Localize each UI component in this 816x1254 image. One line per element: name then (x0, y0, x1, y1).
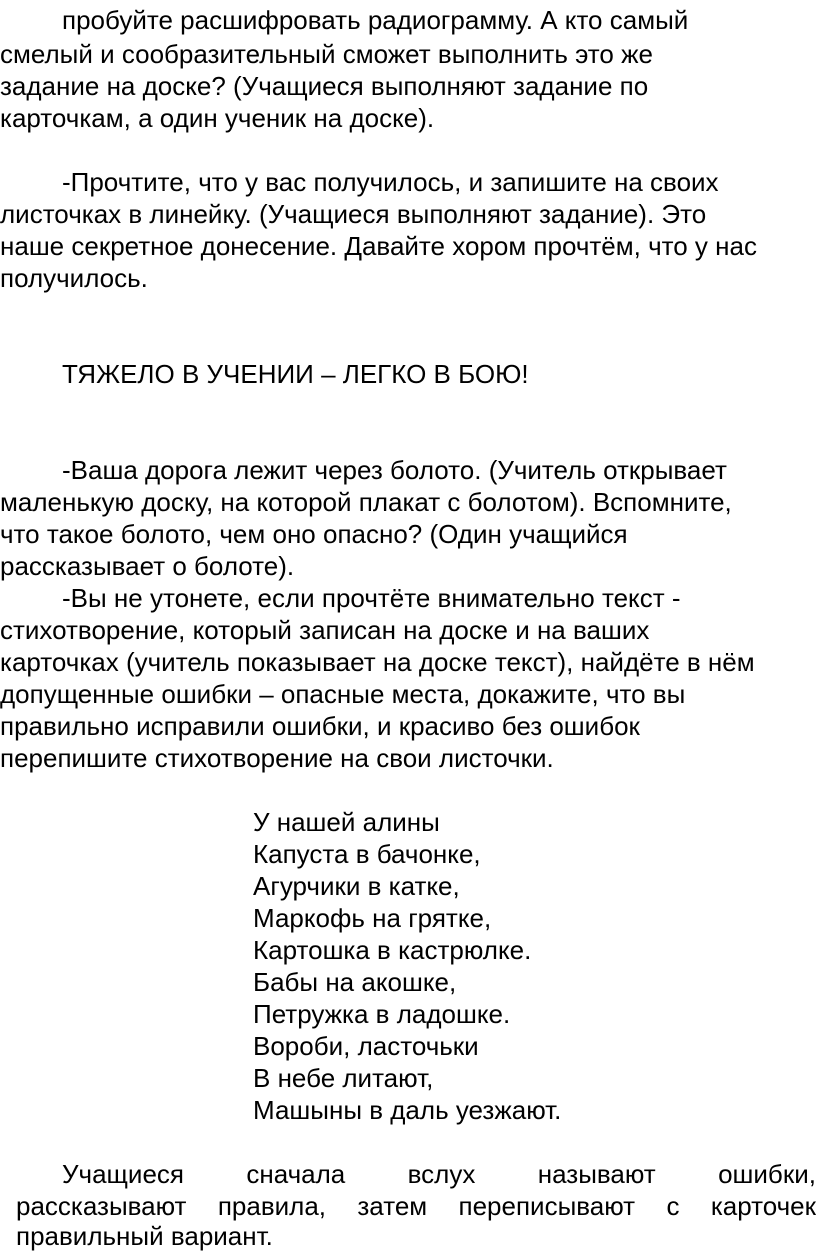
poem-line-5: Картошка в кастрюлке. (253, 935, 532, 965)
paragraph-5-word: затем (357, 1191, 428, 1221)
paragraph-5-word: переписывают (458, 1191, 636, 1221)
paragraph-3-line-3: что такое болото, чем оно опасно? (Один учащийся (0, 519, 628, 549)
poem-line-2: Капуста в бачонке, (253, 839, 481, 869)
paragraph-2-line-3: наше секретное донесение. Давайте хором прочтём, что у нас (0, 231, 757, 261)
poem-line-4: Маркофь на грятке, (253, 903, 492, 933)
paragraph-4-line-5: правильно исправили ошибки, и красиво без ошибок (0, 711, 640, 741)
poem-line-7: Петружка в ладошке. (253, 999, 511, 1029)
paragraph-4-line-6: перепишите стихотворение на свои листочки. (0, 743, 554, 773)
poem-line-8: Вороби, ласточьки (253, 1031, 479, 1061)
paragraph-5-line-1 (62, 1158, 816, 1190)
paragraph-1-line-2: смелый и сообразительный сможет выполнить это же (0, 39, 653, 69)
paragraph-2-line-1: -Прочтите, что у вас получилось, и запишите на своих (62, 167, 719, 197)
paragraph-1-line-1: пробуйте расшифровать радиограмму. А кто самый (62, 5, 689, 35)
paragraph-5-word: ошибки, (718, 1159, 816, 1189)
poem-line-3: Агурчики в катке, (253, 871, 460, 901)
paragraph-5-line-2 (16, 1190, 816, 1222)
paragraph-4-line-1: -Вы не утонете, если прочтёте внимательно текст - (62, 583, 681, 613)
paragraph-2-line-4: получилось. (0, 263, 148, 293)
paragraph-5-word: рассказывают (16, 1191, 187, 1221)
paragraph-5-word: сначала (246, 1159, 346, 1189)
poem-line-1: У нашей алины (253, 807, 440, 837)
paragraph-5-word: правила, (217, 1191, 327, 1221)
paragraph-5-word: называют (537, 1159, 656, 1189)
motto-line: ТЯЖЕЛО В УЧЕНИИ – ЛЕГКО В БОЮ! (62, 359, 529, 389)
poem-line-10: Машыны в даль уезжают. (253, 1095, 562, 1125)
paragraph-3-line-1: -Ваша дорога лежит через болото. (Учитель открывает (62, 455, 727, 485)
paragraph-5-word: Учащиеся (62, 1159, 184, 1189)
paragraph-3-line-4: рассказывает о болоте). (0, 551, 295, 581)
poem-line-6: Бабы на акошке, (253, 967, 457, 997)
paragraph-5-word: карточек (710, 1191, 816, 1221)
paragraph-1-line-4: карточкам, а один ученик на доске). (0, 103, 435, 133)
paragraph-2-line-2: листочках в линейку. (Учащиеся выполняют задание). Это (0, 199, 707, 229)
paragraph-1-line-3: задание на доске? (Учащиеся выполняют задание по (0, 71, 649, 101)
paragraph-5-line-3: правильный вариант. (16, 1221, 273, 1251)
paragraph-4-line-4: допущенные ошибки – опасные места, докажите, что вы (0, 679, 686, 709)
paragraph-4-line-3: карточках (учитель показывает на доске текст), найдёте в нём (0, 647, 755, 677)
paragraph-5-word: вслух (407, 1159, 476, 1189)
paragraph-3-line-2: маленькую доску, на которой плакат с болотом). Вспомните, (0, 487, 732, 517)
poem-line-9: В небе литают, (253, 1063, 434, 1093)
paragraph-5-word: с (666, 1191, 680, 1221)
paragraph-4-line-2: стихотворение, который записан на доске и на ваших (0, 615, 650, 645)
